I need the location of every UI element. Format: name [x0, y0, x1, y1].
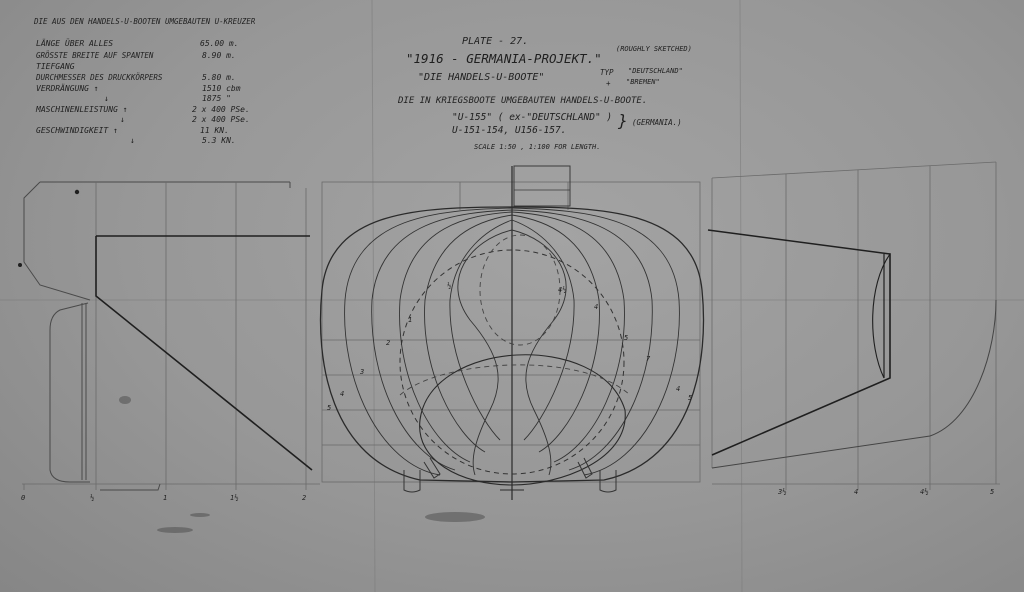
spec-label: GRÖSSTE BREITE AUF SPANTEN [36, 51, 154, 60]
spec-label: ↓ [120, 115, 125, 124]
scale-label: 0 [21, 494, 26, 502]
boat-series: U-151-154, U156-157. [452, 125, 567, 136]
spec-value: 11 KN. [200, 126, 229, 135]
typ-plus: + [606, 79, 611, 88]
spec-label: LÄNGE ÜBER ALLES [36, 39, 114, 48]
spec-label: TIEFGANG [36, 62, 75, 71]
spec-label: ↓ [104, 94, 109, 103]
smudges [119, 396, 485, 533]
frame-label: 4 [340, 390, 345, 398]
scale-label: 2 [302, 494, 307, 502]
plate-title: "1916 - GERMANIA-PROJEKT." [406, 51, 602, 66]
spec-label: VERDRÄNGUNG ↑ [36, 84, 99, 93]
scale-label: 1½ [230, 494, 239, 502]
frame-label: 5 [624, 334, 629, 342]
frame-label: 5 [688, 394, 693, 402]
typ-deutschland: "DEUTSCHLAND" [628, 67, 683, 75]
plate-title-note: (ROUGHLY SKETCHED) [616, 45, 692, 53]
spec-label: GESCHWINDIGKEIT ↑ [36, 126, 118, 135]
boat-u155: "U-155" ( ex-"DEUTSCHLAND" ) [452, 112, 613, 123]
spec-value: 1875 " [202, 94, 231, 103]
spec-label: MASCHINENLEISTUNG ↑ [36, 105, 128, 114]
frame-numbers [327, 282, 692, 412]
left-scale [21, 494, 306, 502]
scale-label: 4 [854, 488, 859, 496]
frame-label: 2 [386, 339, 391, 347]
frame-label: 4 [594, 303, 599, 311]
scale-label: ½ [90, 494, 95, 502]
typ-bremen: "BREMEN" [626, 78, 660, 86]
right-scale [777, 488, 994, 496]
spec-value: 2 x 400 PSe. [192, 105, 250, 114]
spec-value: 5.3 KN. [202, 136, 236, 145]
right-profile-view [708, 162, 1000, 490]
frame-label: 7 [646, 355, 651, 363]
frame-label: 4½ [558, 286, 567, 294]
converted-heading: DIE IN KRIEGSBOOTE UMGEBAUTEN HANDELS-U-BOOTE. [398, 96, 648, 106]
spec-value: 65.00 m. [200, 39, 239, 48]
plate-number: PLATE - 27. [462, 36, 529, 47]
frame-label: 3 [360, 368, 365, 376]
specs-heading: DIE AUS DEN HANDELS-U-BOOTEN UMGEBAUTEN U-KREUZER [34, 17, 256, 26]
frame-label: ½ [447, 282, 452, 290]
scale-label: 4½ [920, 488, 929, 496]
scale-note: SCALE 1:50 , 1:100 FOR LENGTH. [474, 143, 601, 151]
spec-value: 8.90 m. [202, 51, 236, 60]
spec-value: 1510 cbm [202, 84, 241, 93]
body-plan-view [320, 166, 703, 500]
title-block [397, 36, 692, 151]
builder-germania: (GERMANIA.) [632, 118, 682, 127]
plate-subtitle: "DIE HANDELS-U-BOOTE" [418, 72, 545, 83]
left-profile-view [18, 182, 320, 490]
scale-label: 5 [990, 488, 995, 496]
spec-value: 5.80 m. [202, 73, 236, 82]
frame-label: 4 [676, 385, 681, 393]
typ-label: TYP [600, 68, 614, 77]
scale-label: 1 [163, 494, 168, 502]
spec-label: ↓ [130, 136, 135, 145]
scale-label: 3½ [778, 488, 787, 496]
spec-label: DURCHMESSER DES DRUCKKÖRPERS [36, 73, 163, 82]
specs-block [33, 17, 256, 145]
brace: } [618, 111, 628, 130]
spec-value: 2 x 400 PSe. [192, 115, 250, 124]
frame-label: 5 [327, 404, 332, 412]
frame-label: 1 [408, 316, 413, 324]
